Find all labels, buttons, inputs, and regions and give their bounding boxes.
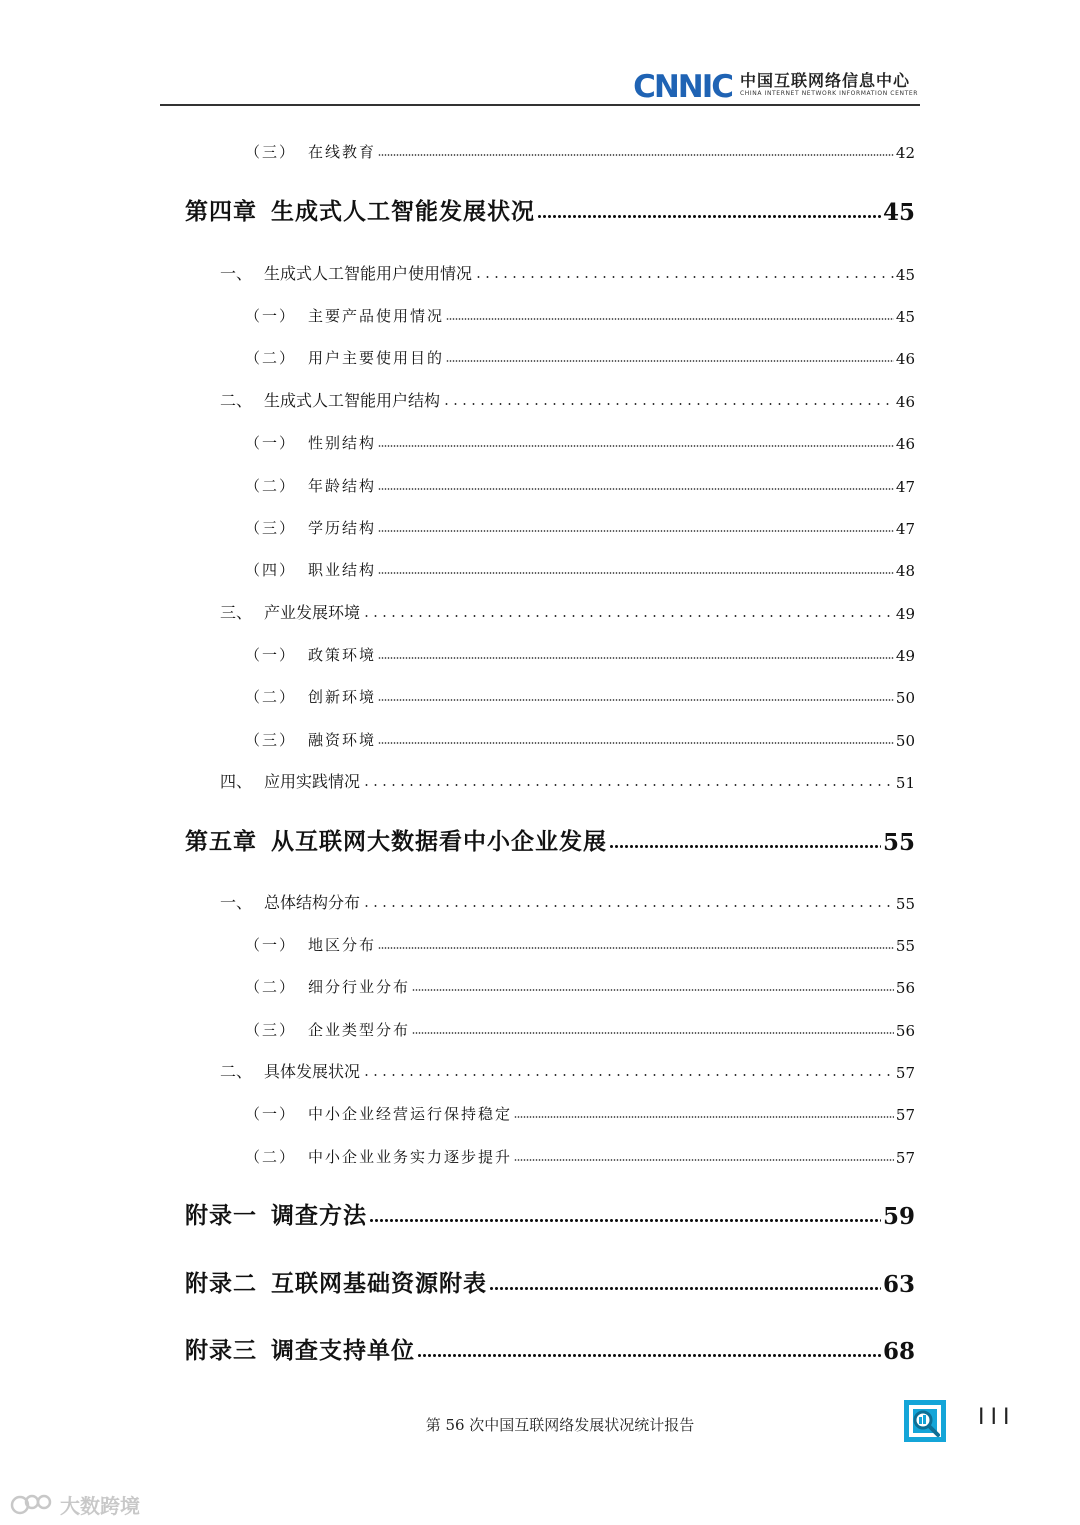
toc-entry-page: 50 <box>895 732 915 750</box>
dot-leader <box>362 614 894 618</box>
toc-entry-page: 49 <box>895 647 915 665</box>
toc-entry-number: （二） <box>245 1148 297 1166</box>
toc-entry-sub <box>245 1102 915 1124</box>
toc-entry-page: 55 <box>895 937 915 955</box>
dot-leader <box>378 656 894 660</box>
toc-entry-title: 学历结构 <box>308 519 377 537</box>
toc-entry-sub <box>245 346 915 368</box>
toc-entry-number: 四、 <box>220 772 253 791</box>
toc-entry-number: 三、 <box>220 603 253 622</box>
toc-entry-number: （二） <box>245 477 297 495</box>
dot-leader <box>362 1073 894 1077</box>
dot-leader <box>474 275 894 279</box>
magnifier-report-icon <box>903 1399 947 1443</box>
watermark-text: 大数跨境 <box>60 1494 140 1518</box>
toc-entry-title: 总体结构分布 <box>264 893 361 912</box>
toc-entry-page: 57 <box>895 1064 915 1082</box>
toc-entry-title: 政策环境 <box>308 646 377 664</box>
toc-entry-sub <box>245 516 915 538</box>
dot-leader <box>514 1115 894 1119</box>
toc-entry-number: 第四章 <box>185 198 257 225</box>
dot-leader <box>609 844 881 849</box>
toc-entry-number: （二） <box>245 688 297 706</box>
dot-leader <box>362 904 894 908</box>
toc-entry-title: 从互联网大数据看中小企业发展 <box>271 828 607 855</box>
toc-entry-section <box>220 770 915 792</box>
toc-entry-title: 应用实践情况 <box>264 772 361 791</box>
dot-leader <box>417 1353 881 1358</box>
toc-entry-page: 57 <box>895 1106 915 1124</box>
toc-entry-page: 48 <box>895 562 915 580</box>
toc-entry-section <box>220 262 915 284</box>
page-number: III <box>978 1405 1016 1430</box>
toc-entry-section <box>220 1060 915 1082</box>
toc-entry-number: （二） <box>245 349 297 367</box>
toc-entry-number: 附录二 <box>185 1270 257 1297</box>
dot-leader <box>514 1158 894 1162</box>
toc-entry-sub <box>245 685 915 707</box>
toc-entry-page: 47 <box>895 478 915 496</box>
toc-entry-title: 职业结构 <box>308 561 377 579</box>
toc-entry-title: 用户主要使用目的 <box>308 349 445 367</box>
toc-entry-chapter <box>185 1200 915 1230</box>
org-name-en: CHINA INTERNET NETWORK INFORMATION CENTER <box>740 90 918 97</box>
toc-entry-sub <box>245 728 915 750</box>
toc-entry-page: 56 <box>895 979 915 997</box>
toc-entry-title: 中小企业业务实力逐步提升 <box>308 1148 513 1166</box>
toc-entry-number: （四） <box>245 561 297 579</box>
toc-entry-number: 第五章 <box>185 828 257 855</box>
logo-mark: CNNIC <box>633 69 733 105</box>
toc-entry-title: 生成式人工智能发展状况 <box>271 198 535 225</box>
toc-entry-sub <box>245 933 915 955</box>
toc-entry-title: 年龄结构 <box>308 477 377 495</box>
dot-leader <box>362 783 894 787</box>
toc-entry-number: （二） <box>245 978 297 996</box>
toc-entry-number: 附录一 <box>185 1202 257 1229</box>
toc-entry-number: 附录三 <box>185 1337 257 1364</box>
toc-entry-number: （三） <box>245 731 297 749</box>
dot-leader <box>369 1218 881 1223</box>
toc-entry-section <box>220 891 915 913</box>
dot-leader <box>412 1031 894 1035</box>
toc-entry-title: 生成式人工智能用户使用情况 <box>264 264 473 283</box>
toc-entry-number: （一） <box>245 434 297 452</box>
toc-entry-number: （一） <box>245 936 297 954</box>
toc-entry-title: 性别结构 <box>308 434 377 452</box>
toc-entry-title: 具体发展状况 <box>264 1062 361 1081</box>
toc-entry-title: 产业发展环境 <box>264 603 361 622</box>
toc-entry-chapter <box>185 1335 915 1365</box>
dot-leader <box>378 153 894 157</box>
toc-entry-page: 68 <box>882 1338 915 1365</box>
toc-entry-page: 55 <box>882 829 915 856</box>
footer-report-title: 第 56 次中国互联网络发展状况统计报告 <box>425 1416 695 1434</box>
toc-entry-title: 地区分布 <box>308 936 377 954</box>
dot-leader <box>537 214 881 219</box>
toc-entry-section <box>220 389 915 411</box>
dot-leader <box>412 988 894 992</box>
toc-entry-page: 45 <box>895 266 915 284</box>
toc-entry-page: 51 <box>895 774 915 792</box>
watermark <box>10 1490 140 1519</box>
dot-leader <box>378 487 894 491</box>
toc-entry-number: （三） <box>245 143 297 161</box>
toc-entry-number: （三） <box>245 519 297 537</box>
toc-entry-page: 63 <box>882 1271 915 1298</box>
toc-entry-chapter <box>185 196 915 226</box>
dot-leader <box>446 359 894 363</box>
toc-entry-title: 融资环境 <box>308 731 377 749</box>
toc-entry-title: 细分行业分布 <box>308 978 411 996</box>
toc-entry-page: 57 <box>895 1149 915 1167</box>
toc-entry-sub <box>245 1018 915 1040</box>
toc-entry-page: 46 <box>895 435 915 453</box>
toc-entry-title: 中小企业经营运行保持稳定 <box>308 1105 513 1123</box>
toc-entry-page: 47 <box>895 520 915 538</box>
toc-entry-page: 59 <box>882 1203 915 1230</box>
dot-leader <box>378 698 894 702</box>
toc-entry-title: 生成式人工智能用户结构 <box>264 391 441 410</box>
toc-entry-page: 45 <box>882 199 915 226</box>
org-name-cn: 中国互联网络信息中心 <box>740 71 911 90</box>
toc-entry-sub <box>245 431 915 453</box>
toc-entry-sub <box>245 1145 915 1167</box>
toc-entry-sub <box>245 304 915 326</box>
toc-entry-number: 一、 <box>220 264 253 283</box>
toc-entry-title: 创新环境 <box>308 688 377 706</box>
watermark-logo-icon <box>10 1493 54 1517</box>
toc-entry-page: 56 <box>895 1022 915 1040</box>
toc-entry-title: 在线教育 <box>308 143 377 161</box>
toc-entry-number: （三） <box>245 1021 297 1039</box>
toc-entry-number: 二、 <box>220 391 253 410</box>
dot-leader <box>378 571 894 575</box>
toc-entry-number: （一） <box>245 646 297 664</box>
toc-entry-title: 调查方法 <box>271 1202 367 1229</box>
toc-entry-page: 55 <box>895 895 915 913</box>
dot-leader <box>378 741 894 745</box>
toc-entry-chapter <box>185 826 915 856</box>
toc-entry-title: 企业类型分布 <box>308 1021 411 1039</box>
toc-entry-sub <box>245 474 915 496</box>
dot-leader <box>378 529 894 533</box>
toc-entry-number: （一） <box>245 307 297 325</box>
toc-entry-page: 46 <box>895 350 915 368</box>
toc-entry-page: 49 <box>895 605 915 623</box>
toc-entry-chapter <box>185 1268 915 1298</box>
toc-entry-title: 调查支持单位 <box>271 1337 415 1364</box>
toc-entry-page: 46 <box>895 393 915 411</box>
toc-entry-page: 45 <box>895 308 915 326</box>
dot-leader <box>378 946 894 950</box>
toc-entry-title: 互联网基础资源附表 <box>271 1270 487 1297</box>
toc-entry-sub <box>245 975 915 997</box>
toc-entry-page: 50 <box>895 689 915 707</box>
dot-leader <box>378 444 894 448</box>
toc-entry-sub <box>245 558 915 580</box>
toc-entry-title: 主要产品使用情况 <box>308 307 445 325</box>
toc-entry-number: （一） <box>245 1105 297 1123</box>
dot-leader <box>489 1286 881 1291</box>
dot-leader <box>442 402 894 406</box>
toc-entry-sub <box>245 643 915 665</box>
toc-entry-section <box>220 601 915 623</box>
dot-leader <box>446 317 894 321</box>
toc-entry-page: 42 <box>895 144 915 162</box>
toc-entry-sub <box>245 140 915 162</box>
toc-entry-number: 二、 <box>220 1062 253 1081</box>
toc-entry-number: 一、 <box>220 893 253 912</box>
